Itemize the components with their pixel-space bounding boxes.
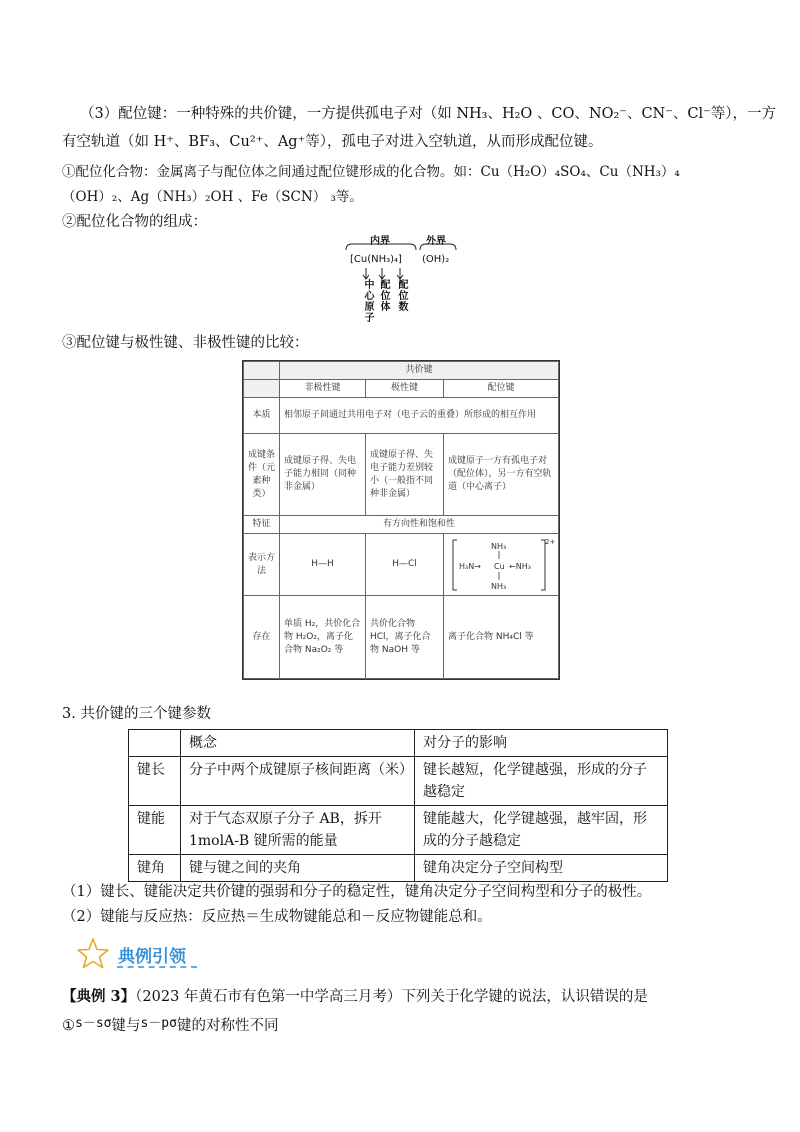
item-mid: 键与 bbox=[111, 1018, 141, 1034]
ptab-row-concept: 分子中两个成键原子核间距离（米） bbox=[181, 757, 415, 806]
complex-top: NH₃ bbox=[491, 541, 507, 551]
example-tag: 【典例 3】 bbox=[62, 988, 136, 1005]
diagram-outer-label: 外界 bbox=[426, 236, 446, 247]
item-formula-sp: s－pσ bbox=[140, 1016, 177, 1031]
cmp-cell: 有方向性和饱和性 bbox=[280, 516, 559, 534]
cmp-row-label: 特征 bbox=[244, 516, 280, 534]
complex-bottom: NH₃ bbox=[491, 581, 507, 591]
diagram-central-atom: 中心原子 bbox=[362, 279, 373, 323]
example-item-1 bbox=[62, 1016, 278, 1037]
item-number: ① bbox=[62, 1018, 75, 1034]
cmp-row-label: 本质 bbox=[244, 398, 280, 434]
cmp-cell-complex bbox=[444, 534, 559, 596]
complex-right: ←NH₃ bbox=[509, 561, 531, 571]
complex-charge: 2+ bbox=[545, 537, 556, 546]
cmp-cell: H—H bbox=[280, 534, 366, 596]
example-question: （2023 年黄石市有色第一中学高三月考）下列关于化学键的说法，认识错误的是 bbox=[135, 989, 648, 1005]
para-complex-2: （OH）₂、Ag（NH₃）₂OH 、Fe（SCN） ₃等。 bbox=[62, 189, 363, 205]
ptab-row-name: 键角 bbox=[129, 855, 181, 882]
item-formula-ss: s－sσ bbox=[75, 1016, 112, 1031]
item-end: 键的对称性不同 bbox=[176, 1018, 279, 1034]
cmp-cell: 成键原子得、失电子能力相同（同种非金属） bbox=[280, 434, 366, 516]
cmp-col-nonpolar: 非极性键 bbox=[280, 380, 366, 398]
ptab-row-effect: 键角决定分子空间构型 bbox=[415, 855, 668, 882]
para-comparison: ③配位键与极性键、非极性键的比较： bbox=[62, 335, 309, 351]
diagram-formula: [Cu(NH₃)₄] bbox=[350, 254, 402, 265]
diagram-coord-number: 配位数 bbox=[396, 279, 407, 312]
cmp-col-polar: 极性键 bbox=[366, 380, 444, 398]
example-3 bbox=[62, 987, 648, 1007]
cmp-cell: 成键原子得、失电子能力差别较小（一般指不同种非金属） bbox=[366, 434, 444, 516]
cmp-row-label: 表示方法 bbox=[244, 534, 280, 596]
ptab-row-concept: 对于气态双原子分子 AB，拆开 1molA-B 键所需的能量 bbox=[181, 806, 415, 855]
ptab-header-concept: 概念 bbox=[181, 730, 415, 757]
para-coordinate-bond-2: 有空轨道（如 H⁺、BF₃、Cu²⁺、Ag⁺等），孤电子对进入空轨道，从而形成配位键。 bbox=[62, 134, 603, 150]
complex-ion-structure bbox=[451, 537, 556, 592]
diagram-ligand: 配位体 bbox=[378, 279, 389, 312]
complex-composition-diagram bbox=[340, 232, 460, 324]
star-icon bbox=[76, 937, 110, 969]
ptab-row-effect: 键长越短，化学键越强，形成的分子越稳定 bbox=[415, 757, 668, 806]
cmp-cell: 共价化合物 HCl，离子化合物 NaOH 等 bbox=[366, 596, 444, 679]
cmp-cell: H—Cl bbox=[366, 534, 444, 596]
ptab-row-effect: 键能越大，化学键越强，越牢固，形成的分子越稳定 bbox=[415, 806, 668, 855]
cmp-col-coordinate: 配位键 bbox=[444, 380, 559, 398]
complex-center: Cu bbox=[494, 561, 505, 571]
ptab-row-name: 键长 bbox=[129, 757, 181, 806]
section3-note-1: （1）键长、键能决定共价键的强弱和分子的稳定性，键角决定分子空间构型和分子的极性。 bbox=[62, 884, 652, 900]
ptab-row-name: 键能 bbox=[129, 806, 181, 855]
cmp-corner-2 bbox=[244, 380, 280, 398]
cmp-cell: 离子化合物 NH₄Cl 等 bbox=[444, 596, 559, 679]
cmp-row-label: 存在 bbox=[244, 596, 280, 679]
ptab-header-effect: 对分子的影响 bbox=[415, 730, 668, 757]
section3-note-2: （2）键能与反应热：反应热＝生成物键能总和－反应物键能总和。 bbox=[62, 909, 492, 925]
cmp-corner bbox=[244, 362, 280, 380]
ptab-row-concept: 键与键之间的夹角 bbox=[181, 855, 415, 882]
para-complex-1: ①配位化合物：金属离子与配位体之间通过配位键形成的化合物。如：Cu（H₂O）₄SO₄、Cu（NH₃）₄ bbox=[62, 164, 680, 180]
cmp-row-label: 成键条件（元素种类） bbox=[244, 434, 280, 516]
cmp-cell: 成键原子一方有孤电子对（配位体），另一方有空轨道（中心离子） bbox=[444, 434, 559, 516]
cmp-cell: 单质 H₂，共价化合物 H₂O₂，离子化合物 Na₂O₂ 等 bbox=[280, 596, 366, 679]
bond-comparison-table bbox=[242, 360, 560, 680]
diagram-inner-label: 内界 bbox=[370, 236, 390, 247]
diagram-outer-formula: (OH)₂ bbox=[422, 254, 450, 265]
complex-left: H₃N→ bbox=[459, 561, 481, 571]
ptab-header-empty bbox=[129, 730, 181, 757]
banner-underline bbox=[117, 966, 197, 968]
para-composition: ②配位化合物的组成： bbox=[62, 214, 207, 230]
section3-heading: 3. 共价键的三个键参数 bbox=[62, 706, 211, 722]
bond-parameter-table bbox=[128, 729, 668, 882]
para-coordinate-bond-1: （3）配位键：一种特殊的共价键，一方提供孤电子对（如 NH₃、H₂O 、CO、NO₂⁻、CN⁻、Cl⁻等），一方 bbox=[80, 106, 777, 122]
banner-title: 典例引领 bbox=[118, 947, 186, 967]
cmp-header-covalent: 共价键 bbox=[280, 362, 559, 380]
cmp-cell: 相邻原子间通过共用电子对（电子云的重叠）所形成的相互作用 bbox=[280, 398, 559, 434]
